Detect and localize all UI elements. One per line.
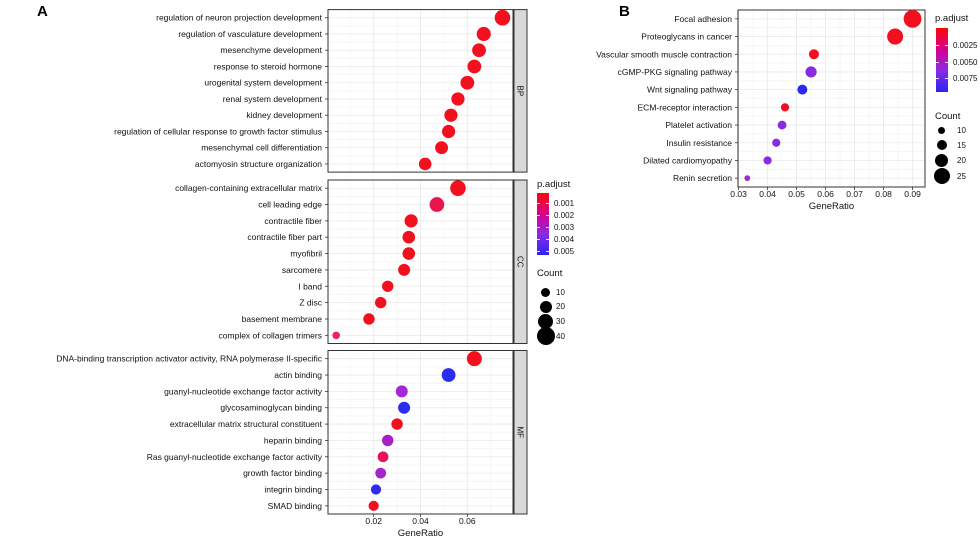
colorbar-tick-mark bbox=[537, 215, 540, 216]
go-term-dot bbox=[402, 231, 415, 244]
y-axis-label: Insulin resistance bbox=[666, 137, 732, 148]
colorbar-tick-mark bbox=[936, 78, 939, 79]
x-tick-label: 0.06 bbox=[459, 516, 476, 526]
count-legend-label: 10 bbox=[556, 287, 565, 297]
y-axis-label: DNA-binding transcription activator activity, RNA polymerase II-specific bbox=[56, 353, 322, 364]
count-legend-dot bbox=[938, 127, 945, 134]
y-axis-label: Dilated cardiomyopathy bbox=[643, 155, 732, 166]
go-term-dot bbox=[332, 332, 340, 340]
go-term-dot bbox=[375, 297, 386, 308]
padjust-tick-label: 0.001 bbox=[554, 199, 575, 208]
go-term-dot bbox=[472, 43, 486, 57]
padjust-tick-label: 0.004 bbox=[554, 235, 575, 244]
y-axis-label: Vascular smooth muscle contraction bbox=[596, 49, 732, 60]
padjust-tick-label: 0.0075 bbox=[953, 74, 978, 83]
y-axis-label: heparin binding bbox=[263, 435, 322, 446]
go-term-dot bbox=[435, 141, 448, 154]
count-legend-dot bbox=[541, 288, 550, 297]
x-tick-label: 0.07 bbox=[846, 189, 863, 199]
count-legend-label: 40 bbox=[556, 331, 565, 341]
y-axis-label: Wnt signaling pathway bbox=[646, 84, 732, 95]
go-term-dot bbox=[467, 60, 481, 74]
go-term-dot bbox=[405, 214, 418, 227]
go-term-dot bbox=[402, 247, 415, 260]
y-axis-label: Focal adhesion bbox=[674, 13, 732, 24]
y-axis-label: contractile fiber bbox=[264, 215, 322, 226]
y-axis-label: cell leading edge bbox=[258, 199, 322, 210]
x-tick-label: 0.04 bbox=[759, 189, 776, 199]
count-legend-label: 20 bbox=[957, 156, 966, 165]
colorbar-tick-mark bbox=[537, 203, 540, 204]
padjust-tick-label: 0.002 bbox=[554, 211, 575, 220]
go-term-dot bbox=[495, 10, 511, 26]
count-legend-label: 15 bbox=[957, 140, 966, 150]
y-axis-label: actin binding bbox=[274, 370, 322, 381]
go-term-dot bbox=[781, 103, 789, 111]
go-term-dot bbox=[763, 156, 771, 164]
go-term-dot bbox=[442, 125, 455, 138]
count-legend-dot bbox=[540, 301, 552, 313]
y-axis-label: renal system development bbox=[222, 93, 322, 104]
colorbar-tick-mark bbox=[546, 239, 549, 240]
go-term-dot bbox=[375, 468, 386, 479]
y-axis-label: kidney development bbox=[246, 110, 322, 121]
panel-b-label: B bbox=[619, 3, 630, 20]
y-axis-label: regulation of vasculature development bbox=[178, 28, 322, 39]
go-term-dot bbox=[805, 66, 816, 77]
go-term-dot bbox=[382, 281, 393, 292]
go-term-dot bbox=[778, 121, 787, 130]
go-term-dot bbox=[444, 109, 457, 122]
go-term-dot bbox=[378, 451, 389, 462]
strip-label: MF bbox=[515, 426, 525, 439]
go-term-dot bbox=[371, 484, 381, 494]
count-legend-label: 30 bbox=[556, 316, 565, 326]
go-term-dot bbox=[451, 92, 464, 105]
colorbar-tick-mark bbox=[546, 227, 549, 228]
y-axis-label: Platelet activation bbox=[665, 120, 732, 131]
x-tick-label: 0.05 bbox=[788, 189, 805, 199]
y-axis-label: Z disc bbox=[299, 297, 322, 308]
padjust-tick-label: 0.005 bbox=[554, 247, 575, 256]
y-axis-label: myofibril bbox=[290, 248, 322, 259]
go-term-dot bbox=[450, 180, 466, 196]
go-term-dot bbox=[477, 27, 491, 41]
colorbar-tick-mark bbox=[537, 227, 540, 228]
y-axis-label: SMAD binding bbox=[267, 500, 322, 511]
x-tick-label: 0.09 bbox=[904, 189, 921, 199]
count-legend-title-b: Count bbox=[935, 111, 961, 122]
count-legend-label: 10 bbox=[957, 125, 966, 135]
y-axis-label: integrin binding bbox=[264, 484, 322, 495]
count-legend-label: 25 bbox=[957, 171, 966, 181]
count-legend-title-a: Count bbox=[537, 268, 563, 279]
go-term-dot bbox=[419, 158, 432, 171]
y-axis-label: Ras guanyl-nucleotide exchange factor activity bbox=[146, 451, 322, 462]
colorbar-tick-mark bbox=[546, 251, 549, 252]
y-axis-label: extracellular matrix structural constituent bbox=[169, 419, 322, 430]
y-axis-label: regulation of cellular response to growth factor stimulus bbox=[114, 126, 322, 137]
count-legend-dot bbox=[934, 168, 950, 184]
strip-label: CC bbox=[515, 255, 525, 268]
colorbar-tick-mark bbox=[546, 203, 549, 204]
go-term-dot bbox=[430, 197, 445, 212]
count-legend-dot bbox=[937, 140, 947, 150]
padjust-tick-label: 0.0025 bbox=[953, 41, 978, 50]
go-term-dot bbox=[382, 435, 393, 446]
go-term-dot bbox=[363, 313, 374, 324]
y-axis-label: urogenital system development bbox=[204, 77, 322, 88]
y-axis-label: collagen-containing extracellular matrix bbox=[175, 183, 322, 194]
go-term-dot bbox=[398, 402, 410, 414]
y-axis-label: actomyosin structure organization bbox=[194, 158, 322, 169]
y-axis-label: basement membrane bbox=[241, 313, 322, 324]
y-axis-label: contractile fiber part bbox=[247, 232, 322, 243]
x-tick-label: 0.04 bbox=[412, 516, 429, 526]
colorbar-tick-mark bbox=[945, 62, 948, 63]
count-legend-label: 20 bbox=[556, 302, 565, 311]
padjust-legend-title-a: p.adjust bbox=[537, 179, 571, 190]
x-tick-label: 0.06 bbox=[817, 189, 834, 199]
go-term-dot bbox=[460, 76, 474, 90]
y-axis-label: mesenchyme development bbox=[220, 45, 322, 56]
y-axis-label: regulation of neuron projection development bbox=[156, 12, 322, 23]
y-axis-label: cGMP-PKG signaling pathway bbox=[617, 66, 732, 77]
y-axis-label: Proteoglycans in cancer bbox=[641, 31, 732, 42]
y-axis-label: complex of collagen trimers bbox=[218, 330, 322, 341]
y-axis-label: ECM-receptor interaction bbox=[637, 102, 732, 113]
colorbar-tick-mark bbox=[537, 251, 540, 252]
y-axis-label: sarcomere bbox=[281, 264, 322, 275]
x-axis-title: GeneRatio bbox=[808, 201, 855, 212]
colorbar-tick-mark bbox=[936, 45, 939, 46]
x-tick-label: 0.08 bbox=[875, 189, 892, 199]
go-term-dot bbox=[369, 501, 379, 511]
go-term-dot bbox=[887, 29, 903, 45]
y-axis-label: response to steroid hormone bbox=[213, 61, 322, 72]
go-term-dot bbox=[398, 264, 410, 276]
y-axis-label: Renin secretion bbox=[672, 173, 732, 184]
y-axis-label: guanyl-nucleotide exchange factor activity bbox=[164, 386, 322, 397]
go-term-dot bbox=[772, 139, 780, 147]
y-axis-label: mesenchymal cell differentiation bbox=[201, 142, 322, 153]
x-tick-label: 0.02 bbox=[365, 516, 382, 526]
colorbar-tick-mark bbox=[945, 78, 948, 79]
colorbar-tick-mark bbox=[546, 215, 549, 216]
y-axis-label: glycosaminoglycan binding bbox=[220, 402, 322, 413]
padjust-colorbar-b bbox=[936, 28, 948, 92]
padjust-legend-title-b: p.adjust bbox=[935, 13, 969, 24]
go-term-dot bbox=[904, 10, 922, 28]
panel-a-label: A bbox=[37, 3, 48, 20]
go-term-dot bbox=[797, 85, 807, 95]
padjust-tick-label: 0.003 bbox=[554, 223, 575, 232]
strip-label: BP bbox=[515, 85, 525, 97]
go-term-dot bbox=[396, 385, 408, 397]
go-term-dot bbox=[391, 418, 402, 429]
x-axis-title: GeneRatio bbox=[397, 528, 444, 539]
x-tick-label: 0.03 bbox=[730, 189, 747, 199]
y-axis-label: I band bbox=[298, 281, 322, 292]
padjust-tick-label: 0.0050 bbox=[953, 57, 978, 67]
colorbar-tick-mark bbox=[537, 239, 540, 240]
colorbar-tick-mark bbox=[945, 45, 948, 46]
go-term-dot bbox=[809, 49, 819, 59]
count-legend-dot bbox=[537, 327, 555, 345]
go-term-dot bbox=[442, 368, 456, 382]
go-term-dot bbox=[744, 175, 750, 181]
go-term-dot bbox=[467, 351, 482, 366]
count-legend-dot bbox=[935, 154, 948, 167]
y-axis-label: growth factor binding bbox=[243, 468, 322, 479]
colorbar-tick-mark bbox=[936, 62, 939, 63]
